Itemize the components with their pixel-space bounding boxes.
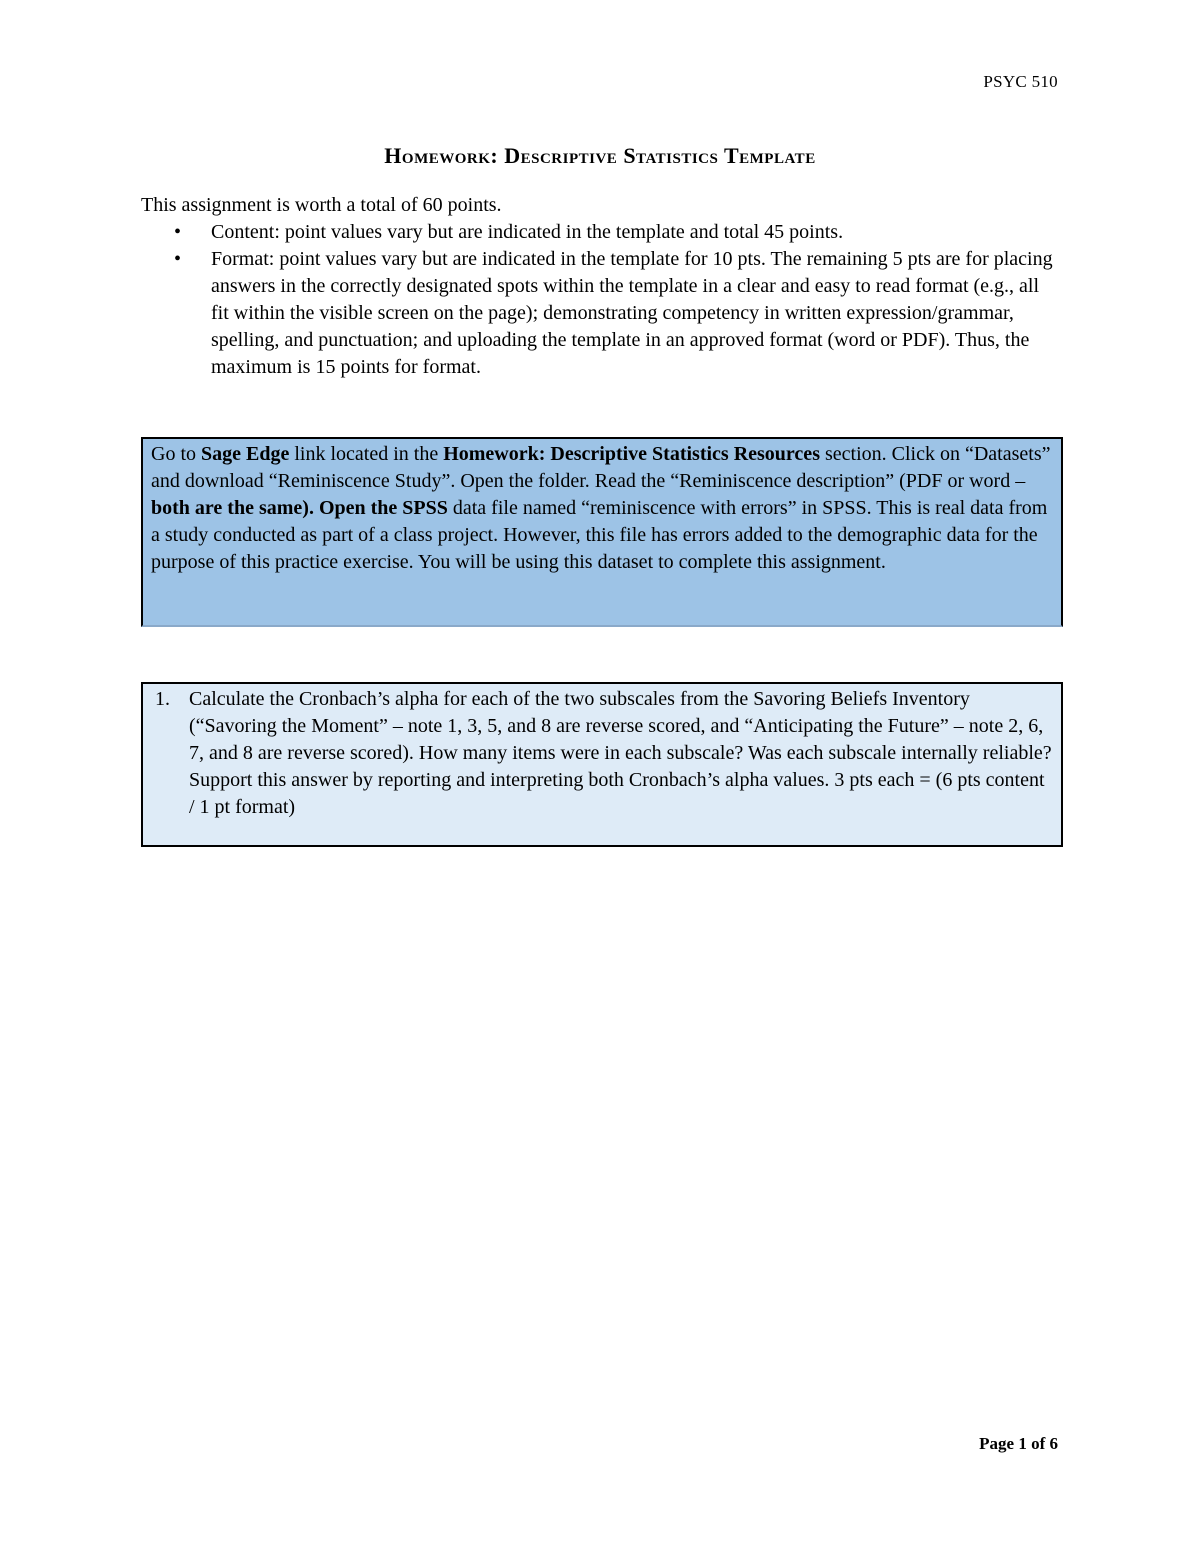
instructions-text-4: data file named “reminiscence with errors” in SPSS. This is real data from a study conducted as part of a class project. However, this file has errors added to the demographic data for the purpose of this practice exercise. You will be using this dataset to complete this assignment. <box>151 497 1048 573</box>
list-item <box>141 219 1061 246</box>
content-points-text: Content: point values vary but are indicated in the template and total 45 points. <box>211 221 844 243</box>
sage-edge-link-text: Sage Edge <box>201 443 290 465</box>
instructions-bold-text: both are the same). Open the SPSS <box>151 497 448 519</box>
question-text: Calculate the Cronbach’s alpha for each of the two subscales from the Savoring Beliefs Inventory (“Savoring the Moment” – note 1, 3, 5, and 8 are reverse scored, and “Anticipating the Future” – note 2, 6, 7, and 8 are reverse scored). How many items were in each subscale? Was each subscale internally reliable? Support this answer by reporting and interpreting both Cronbach’s alpha values. 3 pts each = (6 pts content / 1 pt format) <box>189 688 1052 818</box>
points-breakdown-list <box>141 219 1061 381</box>
instructions-text-3: section. Click on “Datasets” and download “Reminiscence Study”. Open the folder. Read the “Reminiscence description” (PDF or word – <box>151 443 1051 492</box>
bullet-icon: • <box>174 221 182 243</box>
total-points-text: This assignment is worth a total of 60 points. <box>141 194 502 216</box>
format-points-text: Format: point values vary but are indicated in the template for 10 pts. The remaining 5 pts are for placing answers in the correctly designated spots within the template in a clear and easy to read format (e.g., all fit within the visible screen on the page); demonstrating competency in written expression/grammar, spelling, and punctuation; and uploading the template in an approved format (word or PDF). Thus, the maximum is 15 points for format. <box>211 248 1053 378</box>
dataset-instructions-box <box>141 437 1063 627</box>
page-title: Homework: Descriptive Statistics Template <box>384 143 816 168</box>
assignment-intro <box>141 192 1061 381</box>
question-1-box <box>141 682 1063 847</box>
question-1 <box>151 686 1054 821</box>
page-number-footer: Page 1 of 6 <box>979 1434 1058 1453</box>
instructions-text-2: link located in the <box>289 443 444 465</box>
resources-section-name: Homework: Descriptive Statistics Resources <box>443 443 820 465</box>
list-item <box>141 246 1061 381</box>
instructions-text-1: Go to <box>151 443 201 465</box>
bullet-icon: • <box>174 248 182 270</box>
course-code-header: PSYC 510 <box>983 72 1058 91</box>
question-number: 1. <box>155 688 170 710</box>
